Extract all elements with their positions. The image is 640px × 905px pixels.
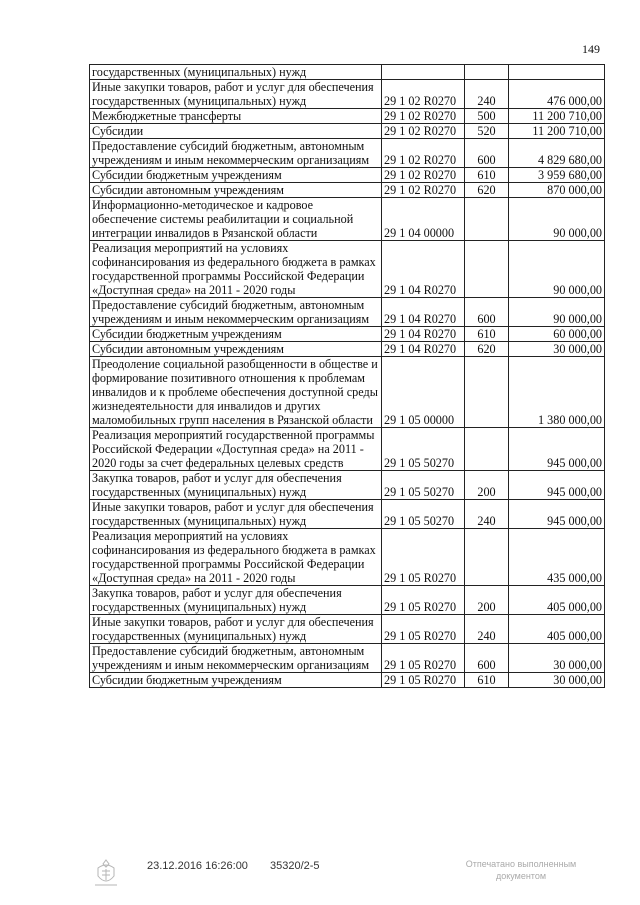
row-sum: 870 000,00 [509, 183, 605, 198]
row-code: 29 1 04 R0270 [382, 342, 465, 357]
row-expense-type: 600 [465, 644, 509, 673]
table-row [90, 241, 605, 298]
row-name: Реализация мероприятий на условиях софинансирования из федерального бюджета в рамках государственной программы Российской Федерации «Доступная среда» на 2011 - 2020 годы [90, 529, 382, 586]
row-sum: 90 000,00 [509, 298, 605, 327]
row-code: 29 1 05 50270 [382, 471, 465, 500]
row-expense-type: 200 [465, 471, 509, 500]
row-sum: 945 000,00 [509, 428, 605, 471]
row-expense-type: 610 [465, 168, 509, 183]
table-row [90, 673, 605, 688]
row-name: Субсидии [90, 124, 382, 139]
row-code: 29 1 02 R0270 [382, 124, 465, 139]
row-name: Преодоление социальной разобщенности в обществе и формирование позитивного отношения к проблемам инвалидов и к проблеме обеспечения доступной среды жизнедеятельности для инвалидов и других маломобильных групп населения в Рязанской области [90, 357, 382, 428]
row-expense-type: 240 [465, 615, 509, 644]
row-sum: 60 000,00 [509, 327, 605, 342]
table-row [90, 327, 605, 342]
row-expense-type: 500 [465, 109, 509, 124]
row-code: 29 1 02 R0270 [382, 168, 465, 183]
row-sum: 435 000,00 [509, 529, 605, 586]
table-row [90, 139, 605, 168]
row-name: Иные закупки товаров, работ и услуг для обеспечения государственных (муниципальных) нужд [90, 80, 382, 109]
row-sum: 90 000,00 [509, 198, 605, 241]
row-code: 29 1 04 00000 [382, 198, 465, 241]
row-name: Субсидии автономным учреждениям [90, 183, 382, 198]
table-row [90, 65, 605, 80]
row-name: Предоставление субсидий бюджетным, автономным учреждениям и иным некоммерческим организациям [90, 298, 382, 327]
row-code: 29 1 05 R0270 [382, 673, 465, 688]
row-sum: 30 000,00 [509, 673, 605, 688]
row-expense-type: 240 [465, 500, 509, 529]
row-code: 29 1 02 R0270 [382, 109, 465, 124]
row-expense-type: 610 [465, 673, 509, 688]
row-expense-type: 200 [465, 586, 509, 615]
row-code: 29 1 04 R0270 [382, 298, 465, 327]
row-code: 29 1 05 R0270 [382, 529, 465, 586]
row-name: Субсидии автономным учреждениям [90, 342, 382, 357]
table-row [90, 198, 605, 241]
row-code [382, 65, 465, 80]
row-expense-type [465, 198, 509, 241]
row-sum: 405 000,00 [509, 586, 605, 615]
row-code: 29 1 05 00000 [382, 357, 465, 428]
table-row [90, 168, 605, 183]
row-sum: 945 000,00 [509, 471, 605, 500]
table-row [90, 124, 605, 139]
table-row [90, 428, 605, 471]
row-code: 29 1 05 R0270 [382, 644, 465, 673]
row-code: 29 1 05 50270 [382, 428, 465, 471]
table-row [90, 80, 605, 109]
row-code: 29 1 02 R0270 [382, 139, 465, 168]
row-sum: 11 200 710,00 [509, 124, 605, 139]
table-row [90, 298, 605, 327]
table-row [90, 342, 605, 357]
row-name: Субсидии бюджетным учреждениям [90, 168, 382, 183]
row-sum: 945 000,00 [509, 500, 605, 529]
row-name: Закупка товаров, работ и услуг для обеспечения государственных (муниципальных) нужд [90, 471, 382, 500]
row-expense-type [465, 428, 509, 471]
row-sum [509, 65, 605, 80]
row-expense-type [465, 357, 509, 428]
row-code: 29 1 02 R0270 [382, 183, 465, 198]
footer-doc-number: 35320/2-5 [270, 860, 320, 872]
table-row [90, 529, 605, 586]
row-name: Предоставление субсидий бюджетным, автономным учреждениям и иным некоммерческим организациям [90, 644, 382, 673]
row-expense-type: 620 [465, 183, 509, 198]
row-sum: 30 000,00 [509, 644, 605, 673]
row-sum: 476 000,00 [509, 80, 605, 109]
footer-datetime: 23.12.2016 16:26:00 [147, 860, 248, 872]
row-name: Реализация мероприятий государственной программы Российской Федерации «Доступная среда» на 2011 - 2020 годы за счет федеральных целевых средств [90, 428, 382, 471]
page-number: 149 [582, 42, 600, 56]
page-footer [0, 858, 640, 898]
row-sum: 11 200 710,00 [509, 109, 605, 124]
row-sum: 405 000,00 [509, 615, 605, 644]
row-sum: 3 959 680,00 [509, 168, 605, 183]
row-expense-type: 600 [465, 139, 509, 168]
row-code: 29 1 02 R0270 [382, 80, 465, 109]
table-row [90, 615, 605, 644]
table-row [90, 109, 605, 124]
table-row [90, 471, 605, 500]
row-name: Субсидии бюджетным учреждениям [90, 673, 382, 688]
row-expense-type: 520 [465, 124, 509, 139]
table-row [90, 644, 605, 673]
row-sum: 90 000,00 [509, 241, 605, 298]
budget-table-body [90, 65, 605, 688]
row-code: 29 1 04 R0270 [382, 241, 465, 298]
table-row [90, 183, 605, 198]
row-name: Иные закупки товаров, работ и услуг для обеспечения государственных (муниципальных) нужд [90, 615, 382, 644]
row-name: Реализация мероприятий на условиях софинансирования из федерального бюджета в рамках государственной программы Российской Федерации «Доступная среда» на 2011 - 2020 годы [90, 241, 382, 298]
row-name: Закупка товаров, работ и услуг для обеспечения государственных (муниципальных) нужд [90, 586, 382, 615]
row-code: 29 1 05 R0270 [382, 586, 465, 615]
row-name: Предоставление субсидий бюджетным, автономным учреждениям и иным некоммерческим организациям [90, 139, 382, 168]
row-name: Иные закупки товаров, работ и услуг для обеспечения государственных (муниципальных) нужд [90, 500, 382, 529]
row-sum: 30 000,00 [509, 342, 605, 357]
row-expense-type: 620 [465, 342, 509, 357]
row-expense-type: 600 [465, 298, 509, 327]
table-row [90, 500, 605, 529]
row-expense-type [465, 65, 509, 80]
budget-table [89, 64, 605, 688]
row-name: Информационно-методическое и кадровое обеспечение системы реабилитации и социальной интеграции инвалидов в Рязанской области [90, 198, 382, 241]
row-expense-type [465, 529, 509, 586]
row-expense-type: 610 [465, 327, 509, 342]
row-name: Субсидии бюджетным учреждениям [90, 327, 382, 342]
table-row [90, 586, 605, 615]
table-row [90, 357, 605, 428]
row-code: 29 1 05 50270 [382, 500, 465, 529]
coat-of-arms-icon [93, 858, 119, 893]
footer-stamp: Отпечатано выполненным документом [465, 859, 577, 881]
row-code: 29 1 05 R0270 [382, 615, 465, 644]
row-expense-type [465, 241, 509, 298]
row-sum: 1 380 000,00 [509, 357, 605, 428]
row-sum: 4 829 680,00 [509, 139, 605, 168]
row-code: 29 1 04 R0270 [382, 327, 465, 342]
row-expense-type: 240 [465, 80, 509, 109]
row-name: Межбюджетные трансферты [90, 109, 382, 124]
row-name: государственных (муниципальных) нужд [90, 65, 382, 80]
